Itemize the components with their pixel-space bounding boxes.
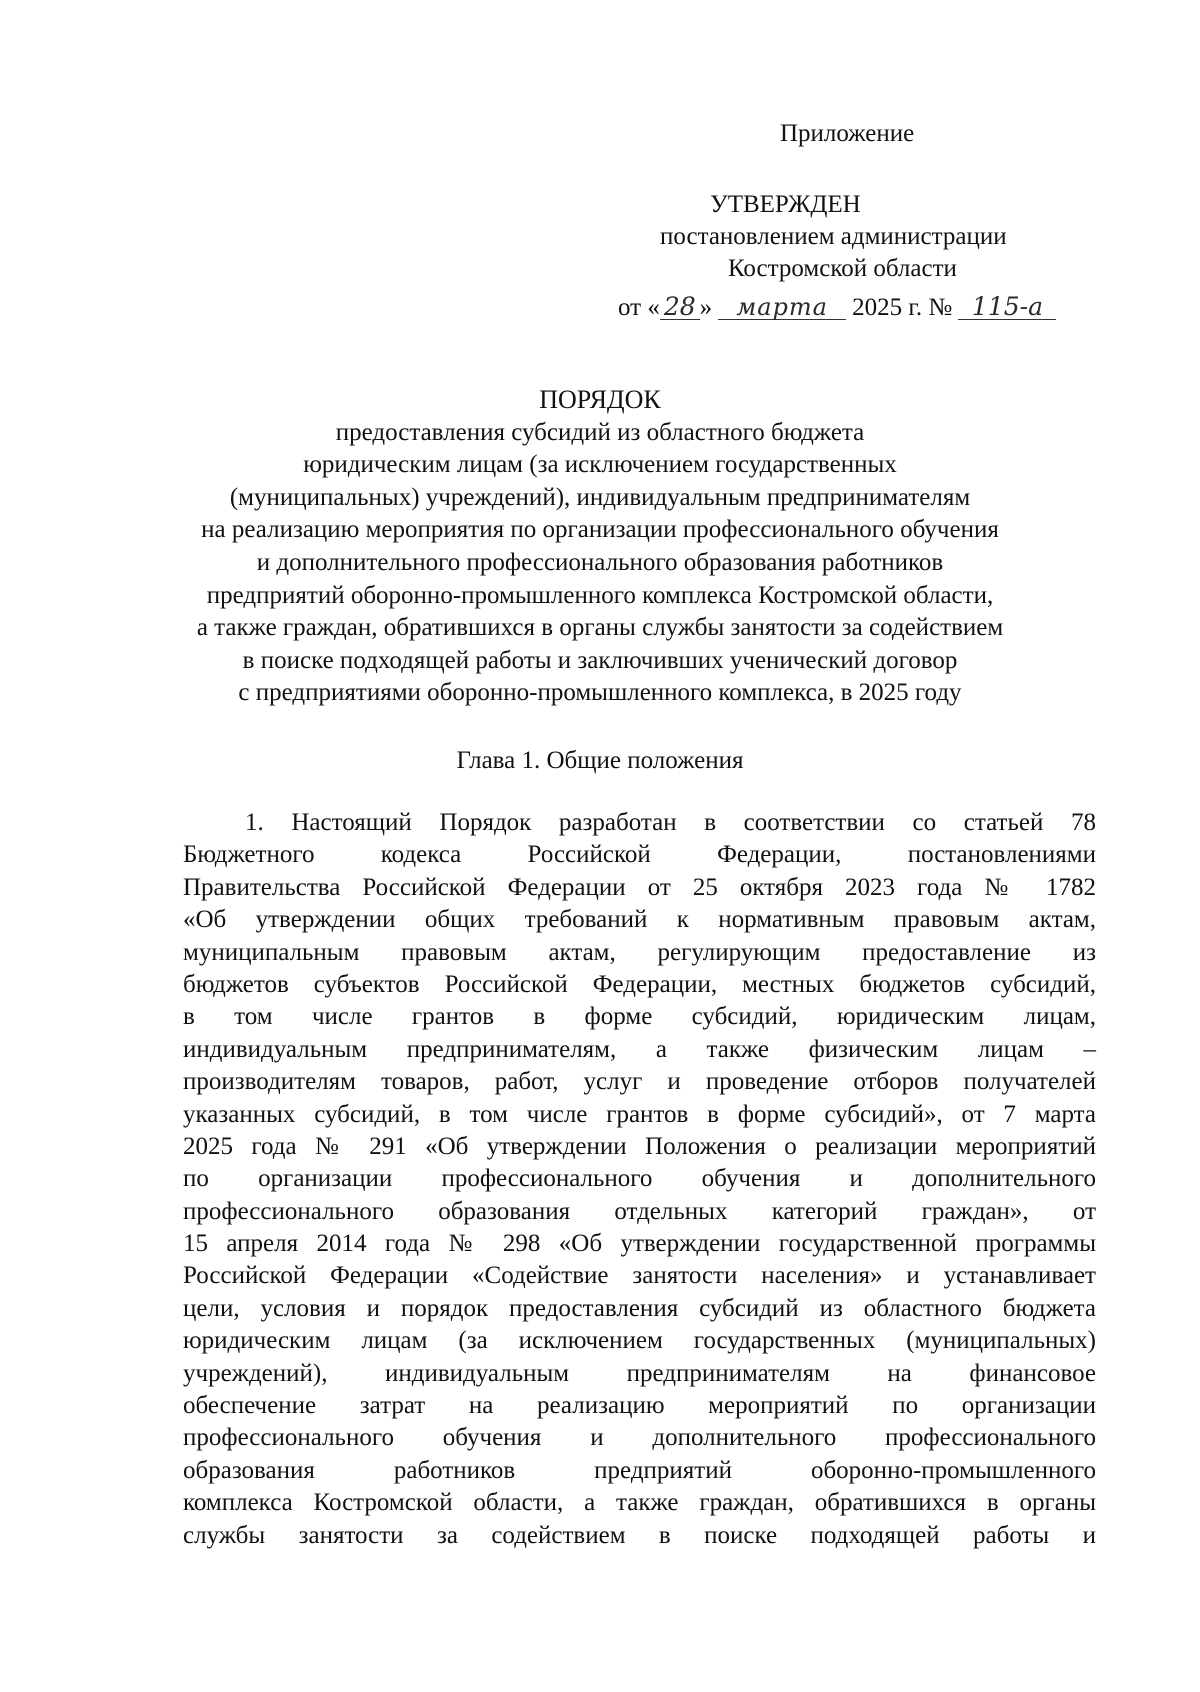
paragraph-line: обеспечение затрат на реализацию мероприятий по организации bbox=[183, 1392, 1096, 1420]
paragraph-line: 15 апреля 2014 года № 298 «Об утверждении государственной программы bbox=[183, 1230, 1096, 1258]
paragraph-line: в том числе грантов в форме субсидий, юридическим лицам, bbox=[183, 1003, 1096, 1031]
paragraph-line: учреждений), индивидуальным предпринимателям на финансовое bbox=[183, 1359, 1096, 1387]
paragraph-line: 1. Настоящий Порядок разработан в соответствии со статьей 78 bbox=[245, 809, 1096, 836]
appendix-label: Приложение bbox=[780, 120, 915, 147]
paragraph-line: профессионального образования отдельных категорий граждан», от bbox=[183, 1197, 1096, 1225]
paragraph-1 bbox=[183, 807, 1096, 1552]
title-line: на реализацию мероприятия по организации профессионального обучения bbox=[201, 516, 999, 544]
date-mid: » bbox=[699, 294, 713, 321]
handwritten-day: 28 bbox=[660, 295, 700, 320]
approved-label: УТВЕРЖДЕН bbox=[710, 191, 861, 218]
title-line: с предприятиями оборонно-промышленного комплекса, в 2025 году bbox=[238, 679, 962, 707]
paragraph-line: муниципальным правовым актам, регулирующим предоставление из bbox=[183, 938, 1096, 966]
paragraph-line: комплекса Костромской области, а также граждан, обратившихся в органы bbox=[183, 1489, 1096, 1517]
paragraph-line: Правительства Российской Федерации от 25 октября 2023 года № 1782 bbox=[183, 873, 1096, 901]
paragraph-line: Российской Федерации «Содействие занятости населения» и устанавливает bbox=[183, 1262, 1096, 1290]
paragraph-line: службы занятости за содействием в поиске подходящей работы и bbox=[183, 1521, 1096, 1549]
paragraph-line: индивидуальным предпринимателям, а также физическим лицам – bbox=[183, 1035, 1096, 1063]
paragraph-line: «Об утверждении общих требований к нормативным правовым актам, bbox=[183, 906, 1096, 934]
handwritten-month: марта bbox=[718, 295, 846, 320]
handwritten-decree-number: 115-а bbox=[958, 295, 1056, 320]
title-line: в поиске подходящей работы и заключивших ученический договор bbox=[242, 646, 958, 674]
chapter-heading: Глава 1. Общие положения bbox=[456, 747, 744, 774]
paragraph-line: по организации профессионального обучения и дополнительного bbox=[183, 1165, 1096, 1193]
paragraph-line: образования работников предприятий оборонно-промышленного bbox=[183, 1456, 1096, 1484]
title-line: предоставления субсидий из областного бюджета bbox=[335, 418, 865, 446]
title-line: (муниципальных) учреждений), индивидуальным предпринимателям bbox=[229, 483, 971, 511]
region-label: Костромской области bbox=[728, 255, 957, 282]
paragraph-line: цели, условия и порядок предоставления субсидий из областного бюджета bbox=[183, 1294, 1096, 1322]
paragraph-line: указанных субсидий, в том числе грантов в форме субсидий», от 7 марта bbox=[183, 1100, 1096, 1128]
decree-label: постановлением администрации bbox=[660, 223, 1007, 250]
title-line: предприятий оборонно-промышленного комплекса Костромской области, bbox=[206, 581, 994, 609]
date-year: 2025 г. № bbox=[852, 294, 953, 321]
paragraph-line: производителям товаров, работ, услуг и проведение отборов получателей bbox=[183, 1068, 1096, 1096]
paragraph-line: бюджетов субъектов Российской Федерации, местных бюджетов субсидий, bbox=[183, 970, 1096, 998]
title-line: юридическим лицам (за исключением государственных bbox=[303, 451, 897, 479]
paragraph-line: Бюджетного кодекса Российской Федерации, постановлениями bbox=[183, 841, 1096, 869]
decree-dateline bbox=[618, 292, 1056, 324]
title-main: ПОРЯДОК bbox=[539, 385, 661, 414]
title-line: и дополнительного профессионального образования работников bbox=[256, 548, 944, 576]
document-title bbox=[120, 384, 1080, 710]
paragraph-line: юридическим лицам (за исключением государственных (муниципальных) bbox=[183, 1327, 1096, 1355]
title-line: а также граждан, обратившихся в органы службы занятости за содействием bbox=[196, 614, 1004, 642]
date-prefix: от « bbox=[618, 294, 660, 321]
paragraph-line: профессионального обучения и дополнительного профессионального bbox=[183, 1424, 1096, 1452]
paragraph-line: 2025 года № 291 «Об утверждении Положения о реализации мероприятий bbox=[183, 1132, 1096, 1160]
